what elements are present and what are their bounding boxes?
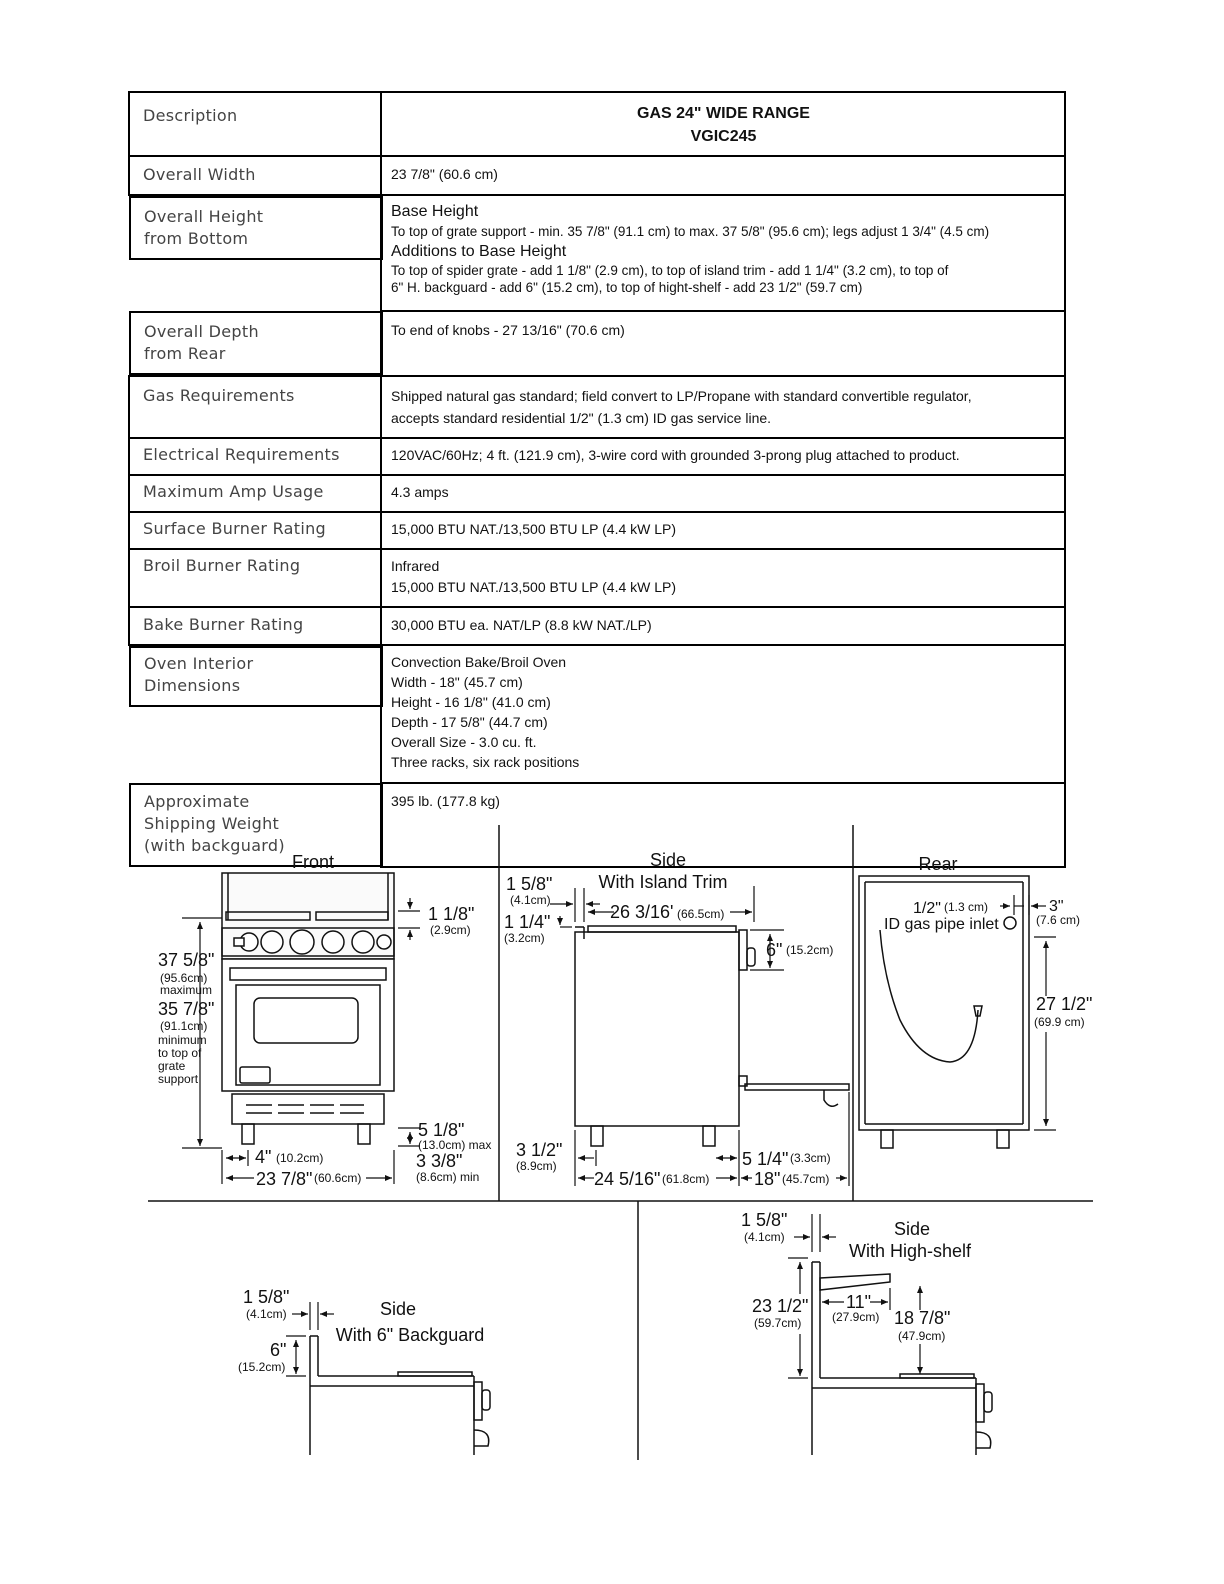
backguard-dim-2-cm: (15.2cm) [238,1360,286,1374]
rear-view [859,854,1092,1148]
side-island-view [504,850,849,1189]
island-dim-6-cm: (3.3cm) [790,1151,831,1165]
island-dim-7-cm: (61.8cm) [662,1172,710,1186]
rear-title: Rear [918,854,958,874]
row-value: 15,000 BTU NAT./13,500 BTU LP (4.4 kW LP) [381,512,1065,549]
row-label: Electrical Requirements [129,438,381,475]
island-dim-5: 3 1/2" [516,1140,563,1160]
additions-text: To top of spider grate - add 1 1/8" (2.9 cm), to top of island trim - add 1 1/4" (3.2 cm), to top of 6" H. backguard - add 6" (15.2 cm), to top of hight-shelf - add 23 1/2" (59.7 cm) [391,263,949,295]
side-highshelf-view [741,1210,992,1455]
row-label: Gas Requirements [129,376,381,438]
base-height-title: Base Height [391,203,479,220]
row-label: Overall Width [129,156,381,195]
rear-dim-3: 27 1/2" [1036,994,1093,1014]
row-value: 120VAC/60Hz; 4 ft. (121.9 cm), 3-wire cord with grounded 3-prong plug attached to product. [381,438,1065,475]
island-dim-8: 18" [754,1169,781,1189]
island-dim-8-cm: (45.7cm) [782,1172,830,1186]
front-dim-3-note: to top of [158,1046,202,1060]
row-label: Overall Height from Bottom [129,196,383,260]
highshelf-dim-1-cm: (4.1cm) [744,1230,785,1244]
row-label: Maximum Amp Usage [129,475,381,512]
row-label: Broil Burner Rating [129,549,381,607]
row-label: Approximate Shipping Weight (with backguard) [129,783,383,867]
front-dim-1-cm: (2.9cm) [430,923,471,937]
rear-dim-1-note: ID gas pipe inlet [884,916,999,933]
row-value: 4.3 amps [381,475,1065,512]
highshelf-subtitle: With High-shelf [848,1241,972,1261]
front-dim-4-cm: (13.0cm) max [418,1138,492,1152]
side-island-subtitle: With Island Trim [598,872,728,892]
island-dim-1-cm: (4.1cm) [510,893,551,907]
island-dim-3: 26 3/16' [610,902,674,922]
rear-dim-2: 3" [1049,898,1064,915]
island-dim-5-cm: (8.9cm) [516,1159,557,1173]
front-dim-7: 23 7/8" [256,1169,313,1189]
rear-dim-1: 1/2" [913,900,941,917]
front-title: Front [291,852,335,872]
row-value: 23 7/8" (60.6 cm) [381,156,1065,195]
front-dim-2-note: maximum [160,983,213,997]
side-island-title: Side [649,850,687,870]
island-dim-2: 1 1/4" [504,912,551,932]
front-dim-3-cm: (91.1cm) [160,1019,208,1033]
highshelf-dim-2: 23 1/2" [752,1296,809,1316]
front-dim-7-cm: (60.6cm) [314,1171,362,1185]
highshelf-dim-1: 1 5/8" [741,1210,788,1230]
island-dim-6: 5 1/4" [742,1149,789,1169]
row-value: Convection Bake/Broil Oven Width - 18" (45.7 cm) Height - 16 1/8" (41.0 cm) Depth - 17 5/8" (44.7 cm) Overall Size - 3.0 cu. ft. Three racks, six rack positions [381,645,1065,783]
backguard-subtitle: With 6" Backguard [335,1325,485,1345]
front-dim-1: 1 1/8" [428,904,475,924]
highshelf-dim-2-cm: (59.7cm) [754,1316,802,1330]
row-value: Shipped natural gas standard; field convert to LP/Propane with standard convertible regulator, accepts standard residential 1/2" (1.3 cm) ID gas service line. [381,376,1065,438]
front-dim-3-note: minimum [158,1033,207,1047]
row-label: Bake Burner Rating [129,607,381,645]
highshelf-dim-4-cm: (47.9cm) [898,1329,946,1343]
row-value: 395 lb. (177.8 kg) [381,783,1065,867]
base-height-text: To top of grate support - min. 35 7/8" (91.1 cm) to max. 37 5/8" (95.6 cm); legs adjust 1 3/4" (4.5 cm) [391,224,990,239]
highshelf-dim-3: 11" [846,1292,872,1312]
backguard-dim-1-cm: (4.1cm) [246,1307,287,1321]
island-dim-3-cm: (66.5cm) [677,907,725,921]
row-label: Overall Depth from Rear [129,311,383,375]
front-dim-6-cm: (10.2cm) [276,1151,324,1165]
side-backguard-view [238,1287,490,1455]
island-dim-4: 6" [766,940,783,960]
front-dim-6: 4" [255,1147,272,1167]
front-dim-2: 37 5/8" [158,950,215,970]
header-label: Description [129,92,381,156]
front-dim-3-note: support [158,1072,199,1086]
highshelf-title: Side [893,1219,931,1239]
backguard-dim-1: 1 5/8" [243,1287,290,1307]
front-dim-3: 35 7/8" [158,999,215,1019]
highshelf-dim-3-cm: (27.9cm) [832,1310,880,1324]
front-dim-2-cm: (95.6cm) [160,971,208,985]
front-dim-3-note: grate [158,1059,186,1073]
product-title: GAS 24" WIDE RANGE [637,105,810,122]
rear-dim-2-cm: (7.6 cm) [1036,913,1081,927]
front-dim-5: 3 3/8" [416,1151,463,1171]
front-dim-4: 5 1/8" [418,1120,465,1140]
front-view [158,852,491,1189]
row-value: Infrared 15,000 BTU NAT./13,500 BTU LP (4.4 kW LP) [381,549,1065,607]
island-dim-7: 24 5/16" [594,1169,661,1189]
backguard-title: Side [379,1299,417,1319]
island-dim-2-cm: (3.2cm) [504,931,545,945]
row-label: Oven Interior Dimensions [129,646,383,707]
highshelf-dim-4: 18 7/8" [894,1308,951,1328]
row-value: 30,000 BTU ea. NAT/LP (8.8 kW NAT./LP) [381,607,1065,645]
rear-dim-3-cm: (69.9 cm) [1034,1015,1085,1029]
model-number: VGIC245 [690,128,757,145]
island-dim-4-cm: (15.2cm) [786,943,834,957]
additions-title: Additions to Base Height [391,243,567,260]
island-dim-1: 1 5/8" [506,874,553,894]
row-value: To end of knobs - 27 13/16" (70.6 cm) [381,311,1065,376]
backguard-dim-2: 6" [270,1340,287,1360]
front-dim-5-cm: (8.6cm) min [416,1170,480,1184]
rear-dim-1-cm: (1.3 cm) [944,900,989,914]
row-label: Surface Burner Rating [129,512,381,549]
